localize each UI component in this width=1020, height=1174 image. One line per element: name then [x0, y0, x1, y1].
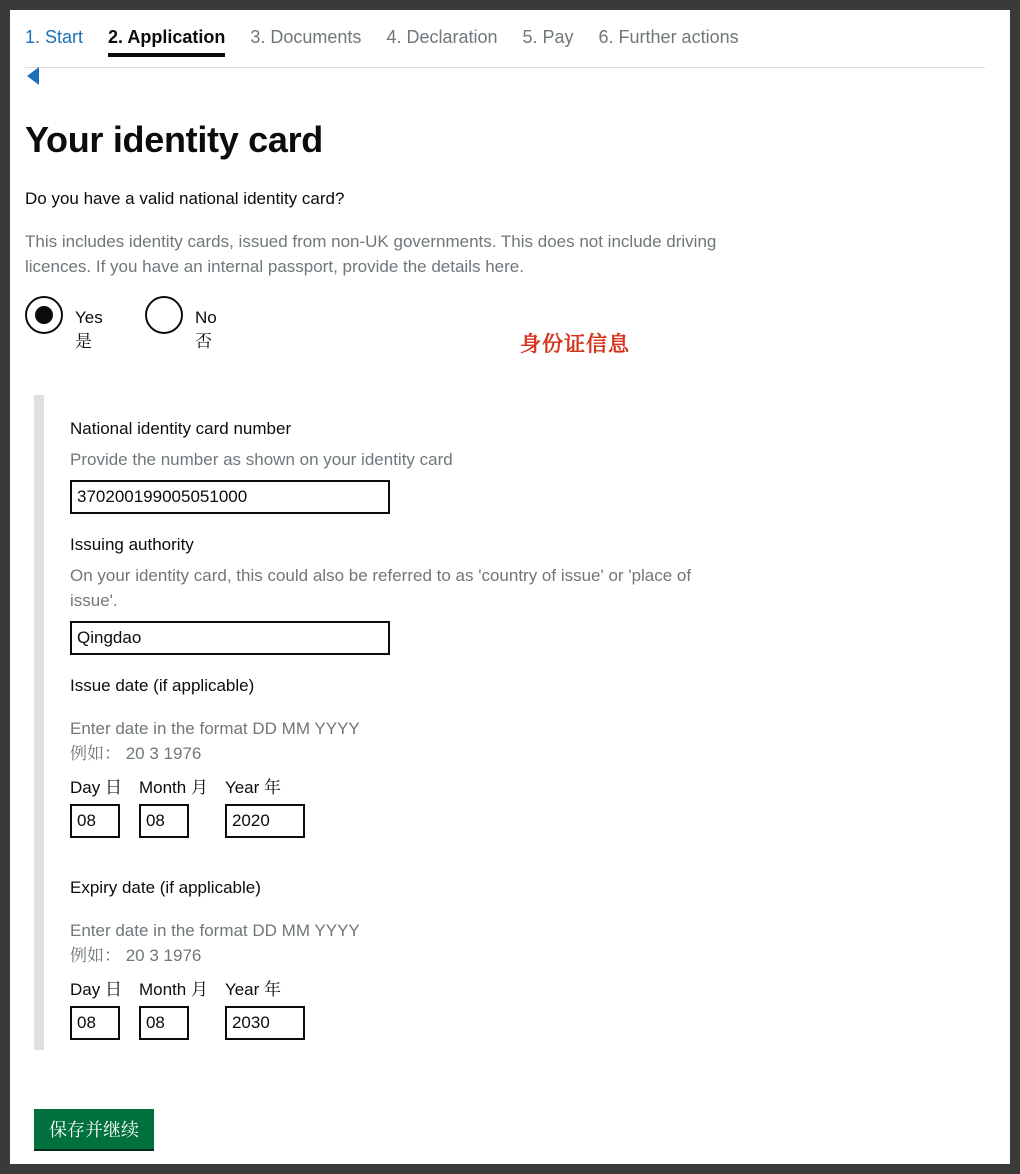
expiry-date-hint — [70, 918, 730, 968]
radio-yes-label-en: Yes — [75, 308, 103, 327]
issue-year-input[interactable] — [225, 804, 305, 838]
issue-month-label: Month 月 — [138, 778, 208, 797]
issue-day-input[interactable] — [70, 804, 120, 838]
identity-card-details-panel — [34, 395, 734, 1050]
issue-date-example: 例如： 20 3 1976 — [70, 744, 202, 763]
issuing-authority-label: Issuing authority — [70, 535, 194, 554]
annotation-label: 身份证信息 — [520, 333, 630, 356]
expiry-date-label: Expiry date (if applicable) — [70, 878, 261, 897]
expiry-date-inputs — [70, 978, 322, 1040]
expiry-month-input[interactable] — [139, 1006, 189, 1040]
radio-no[interactable] — [145, 296, 217, 354]
radio-yes[interactable] — [25, 296, 103, 354]
step-documents[interactable]: 3. Documents — [250, 27, 362, 47]
expiry-day — [70, 978, 122, 1040]
expiry-month — [139, 978, 208, 1040]
issue-date-hint — [70, 716, 730, 766]
card-number-input[interactable] — [70, 480, 390, 514]
card-number-hint: Provide the number as shown on your identity card — [70, 450, 453, 469]
issue-month-input[interactable] — [139, 804, 189, 838]
radio-yes-label-cn: 是 — [75, 332, 92, 351]
radio-yes-label[interactable] — [75, 306, 103, 354]
radio-no-circle[interactable] — [145, 296, 183, 334]
page-frame — [10, 10, 1010, 1164]
expiry-year-input[interactable] — [225, 1006, 305, 1040]
issue-year — [225, 776, 305, 838]
step-navigation — [25, 24, 985, 68]
step-start[interactable]: 1. Start — [25, 27, 84, 47]
issue-month — [139, 776, 208, 838]
step-further-actions[interactable]: 6. Further actions — [598, 27, 739, 47]
radio-no-label-en: No — [195, 308, 217, 327]
radio-no-label-cn: 否 — [195, 332, 212, 351]
expiry-day-input[interactable] — [70, 1006, 120, 1040]
issuing-authority-input[interactable] — [70, 621, 390, 655]
save-and-continue-button[interactable]: 保存并继续 — [34, 1109, 154, 1149]
identity-card-hint: This includes identity cards, issued from non-UK governments. This does not include driving licences. If you have an internal passport, provide the details here. — [25, 232, 717, 276]
page-title: Your identity card — [25, 119, 323, 160]
step-declaration[interactable]: 4. Declaration — [386, 27, 498, 47]
expiry-month-label: Month 月 — [138, 980, 208, 999]
issue-day — [70, 776, 122, 838]
identity-card-question: Do you have a valid national identity card? — [25, 189, 345, 208]
step-pay[interactable]: 5. Pay — [522, 27, 574, 47]
issue-date-inputs — [70, 776, 322, 838]
step-application[interactable]: 2. Application — [108, 24, 225, 57]
radio-yes-circle[interactable] — [25, 296, 63, 334]
expiry-year — [225, 978, 305, 1040]
expiry-day-label: Day 日 — [70, 980, 122, 999]
expiry-year-label: Year 年 — [224, 980, 282, 999]
issuing-authority-hint: On your identity card, this could also be referred to as 'country of issue' or 'place of issue'. — [70, 566, 692, 610]
issue-date-format-hint: Enter date in the format DD MM YYYY — [70, 719, 360, 738]
back-arrow-icon[interactable] — [27, 67, 39, 85]
expiry-date-format-hint: Enter date in the format DD MM YYYY — [70, 921, 360, 940]
card-number-label: National identity card number — [70, 419, 292, 438]
issue-year-label: Year 年 — [224, 778, 282, 797]
expiry-date-example: 例如： 20 3 1976 — [70, 946, 202, 965]
issue-day-label: Day 日 — [70, 778, 122, 797]
radio-no-label[interactable] — [195, 306, 217, 354]
issue-date-label: Issue date (if applicable) — [70, 676, 255, 695]
